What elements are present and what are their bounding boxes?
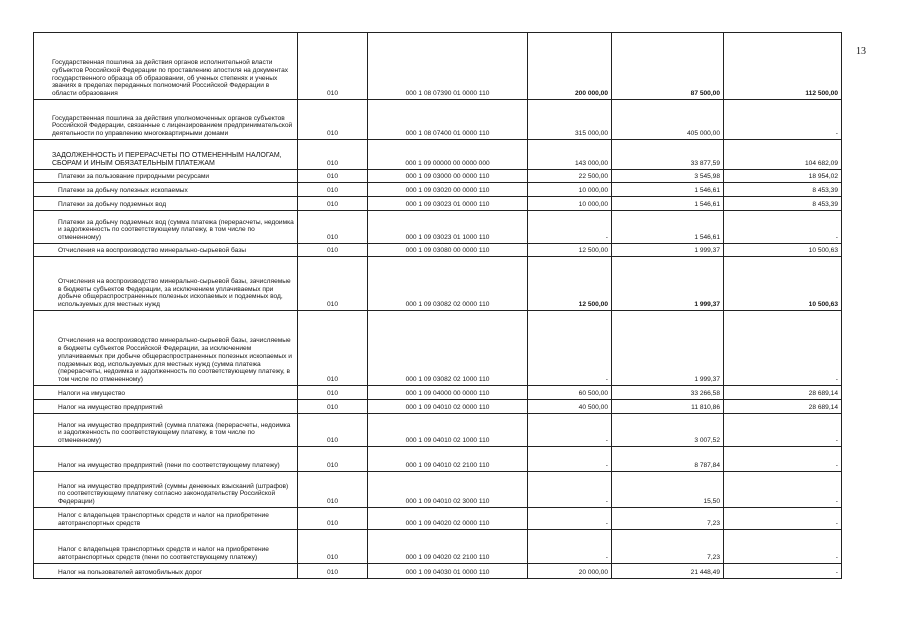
row-approved: 12 500,00	[528, 257, 612, 311]
row-name: Платежи за добычу полезных ископаемых	[34, 183, 298, 197]
table-row	[34, 508, 842, 530]
table-row	[34, 386, 842, 400]
row-executed: 87 500,00	[612, 33, 724, 100]
table-row	[34, 100, 842, 140]
row-line-code: 010	[298, 530, 368, 564]
row-approved: -	[528, 508, 612, 530]
table-row	[34, 33, 842, 100]
row-name: Налог с владельцев транспортных средств и налог на приобретение автотранспортных средств (пени по соответствующему платежу)	[34, 530, 298, 564]
row-executed: 7,23	[612, 508, 724, 530]
row-approved: -	[528, 472, 612, 508]
row-name: Налоги на имущество	[34, 386, 298, 400]
row-budget-code: 000 1 09 03082 02 1000 110	[368, 311, 528, 386]
row-approved: -	[528, 414, 612, 447]
table-row	[34, 197, 842, 211]
table-row	[34, 257, 842, 311]
row-budget-code: 000 1 09 04000 00 0000 110	[368, 386, 528, 400]
row-budget-code: 000 1 09 04030 01 0000 110	[368, 564, 528, 579]
row-budget-code: 000 1 09 03023 01 1000 110	[368, 211, 528, 244]
row-approved: 22 500,00	[528, 170, 612, 183]
row-name: Платежи за добычу подземных вод (сумма платежа (перерасчеты, недоимка и задолженность по соответствующему платежу, в том числе по отмененному)	[34, 211, 298, 244]
row-remaining: -	[724, 414, 842, 447]
row-budget-code: 000 1 09 04010 02 1000 110	[368, 414, 528, 447]
table-row	[34, 564, 842, 579]
row-line-code: 010	[298, 33, 368, 100]
row-name: Государственная пошлина за действия уполномоченных органов субъектов Российской Федерации, связанные с лицензированием предпринимательской деятельности по управлению многоквартирными домами	[34, 100, 298, 140]
row-budget-code: 000 1 09 04010 02 2100 110	[368, 447, 528, 472]
row-approved: 12 500,00	[528, 244, 612, 257]
table-row	[34, 311, 842, 386]
row-remaining: 28 689,14	[724, 400, 842, 414]
row-name: Налог с владельцев транспортных средств и налог на приобретение автотранспортных средств	[34, 508, 298, 530]
table-row	[34, 244, 842, 257]
row-budget-code: 000 1 09 03023 01 0000 110	[368, 197, 528, 211]
row-budget-code: 000 1 09 03000 00 0000 110	[368, 170, 528, 183]
row-budget-code: 000 1 09 03080 00 0000 110	[368, 244, 528, 257]
row-executed: 405 000,00	[612, 100, 724, 140]
table-row	[34, 530, 842, 564]
row-approved: 60 500,00	[528, 386, 612, 400]
row-approved: 10 000,00	[528, 197, 612, 211]
row-name: Налог на имущество предприятий (пени по соответствующему платежу)	[34, 447, 298, 472]
table-row	[34, 414, 842, 447]
row-remaining: -	[724, 447, 842, 472]
row-approved: 10 000,00	[528, 183, 612, 197]
row-line-code: 010	[298, 472, 368, 508]
row-remaining: -	[724, 311, 842, 386]
row-approved: 200 000,00	[528, 33, 612, 100]
row-line-code: 010	[298, 386, 368, 400]
row-executed: 1 546,61	[612, 211, 724, 244]
budget-report-table	[33, 32, 842, 579]
row-executed: 1 546,61	[612, 183, 724, 197]
row-executed: 1 999,37	[612, 311, 724, 386]
row-line-code: 010	[298, 400, 368, 414]
row-approved: -	[528, 447, 612, 472]
page-number: 13	[856, 46, 866, 57]
row-remaining: 10 500,63	[724, 257, 842, 311]
row-budget-code: 000 1 08 07390 01 0000 110	[368, 33, 528, 100]
row-approved: 20 000,00	[528, 564, 612, 579]
budget-report-table-container	[33, 32, 841, 579]
row-executed: 3 007,52	[612, 414, 724, 447]
row-line-code: 010	[298, 257, 368, 311]
row-budget-code: 000 1 09 03082 02 0000 110	[368, 257, 528, 311]
row-line-code: 010	[298, 447, 368, 472]
row-remaining: -	[724, 564, 842, 579]
row-remaining: 28 689,14	[724, 386, 842, 400]
row-approved: 40 500,00	[528, 400, 612, 414]
row-remaining: 112 500,00	[724, 33, 842, 100]
row-name: Налог на имущество предприятий (суммы денежных взысканий (штрафов) по соответствующему платежу согласно законодательству Российской Федерации)	[34, 472, 298, 508]
row-name: Отчисления на воспроизводство минерально-сырьевой базы, зачисляемые в бюджеты субъектов Федерации, за исключением уплачиваемых при добыче общераспространенных полезных ископаемых и подземных вод, используемых для местных нужд	[34, 257, 298, 311]
row-name: ЗАДОЛЖЕННОСТЬ И ПЕРЕРАСЧЕТЫ ПО ОТМЕНЕННЫМ НАЛОГАМ, СБОРАМ И ИНЫМ ОБЯЗАТЕЛЬНЫМ ПЛАТЕЖАМ	[34, 140, 298, 170]
row-executed: 8 787,84	[612, 447, 724, 472]
table-row	[34, 472, 842, 508]
row-executed: 7,23	[612, 530, 724, 564]
row-line-code: 010	[298, 183, 368, 197]
row-name: Государственная пошлина за действия органов исполнительной власти субъектов Российской Федерации по проставлению апостиля на документах государственного образца об образовании, об ученых степенях и ученых званиях в пределах переданных полномочий Российской Федерации в области образования	[34, 33, 298, 100]
row-remaining: 18 954,02	[724, 170, 842, 183]
table-row	[34, 140, 842, 170]
row-line-code: 010	[298, 414, 368, 447]
row-remaining: -	[724, 530, 842, 564]
row-executed: 3 545,98	[612, 170, 724, 183]
row-name: Отчисления на воспроизводство минерально-сырьевой базы, зачисляемые в бюджеты субъектов Российской Федерации, за исключением уплачиваемых при добыче общераспространенных полезных ископаемых и подземных вод, используемых для местных нужд (сумма платежа (перерасчеты, недоимка и задолженность по соответствующему платежу, в том числе по отмененному)	[34, 311, 298, 386]
row-line-code: 010	[298, 564, 368, 579]
row-executed: 33 266,58	[612, 386, 724, 400]
row-name: Платежи за пользование природными ресурсами	[34, 170, 298, 183]
table-row	[34, 400, 842, 414]
table-row	[34, 183, 842, 197]
table-row	[34, 447, 842, 472]
row-budget-code: 000 1 09 03020 00 0000 110	[368, 183, 528, 197]
row-approved: -	[528, 311, 612, 386]
row-budget-code: 000 1 08 07400 01 0000 110	[368, 100, 528, 140]
row-name: Платежи за добычу подземных вод	[34, 197, 298, 211]
row-approved: 315 000,00	[528, 100, 612, 140]
row-remaining: 8 453,39	[724, 183, 842, 197]
row-budget-code: 000 1 09 04020 02 2100 110	[368, 530, 528, 564]
row-line-code: 010	[298, 140, 368, 170]
row-name: Налог на имущество предприятий (сумма платежа (перерасчеты, недоимка и задолженность по соответствующему платежу, в том числе по отмененному)	[34, 414, 298, 447]
row-approved: -	[528, 211, 612, 244]
row-executed: 15,50	[612, 472, 724, 508]
row-budget-code: 000 1 09 04010 02 0000 110	[368, 400, 528, 414]
row-remaining: -	[724, 508, 842, 530]
row-approved: 143 000,00	[528, 140, 612, 170]
row-executed: 1 999,37	[612, 257, 724, 311]
row-line-code: 010	[298, 100, 368, 140]
row-name: Налог на имущество предприятий	[34, 400, 298, 414]
row-executed: 11 810,86	[612, 400, 724, 414]
row-budget-code: 000 1 09 00000 00 0000 000	[368, 140, 528, 170]
row-executed: 1 546,61	[612, 197, 724, 211]
row-remaining: -	[724, 100, 842, 140]
row-line-code: 010	[298, 244, 368, 257]
row-approved: -	[528, 530, 612, 564]
row-line-code: 010	[298, 211, 368, 244]
row-executed: 1 999,37	[612, 244, 724, 257]
row-remaining: 10 500,63	[724, 244, 842, 257]
table-row	[34, 211, 842, 244]
row-line-code: 010	[298, 311, 368, 386]
row-name: Отчисления на воспроизводство минерально-сырьевой базы	[34, 244, 298, 257]
row-remaining: -	[724, 211, 842, 244]
row-line-code: 010	[298, 170, 368, 183]
row-budget-code: 000 1 09 04010 02 3000 110	[368, 472, 528, 508]
row-remaining: 104 682,09	[724, 140, 842, 170]
row-remaining: 8 453,39	[724, 197, 842, 211]
table-row	[34, 170, 842, 183]
row-line-code: 010	[298, 508, 368, 530]
row-name: Налог на пользователей автомобильных дорог	[34, 564, 298, 579]
row-remaining: -	[724, 472, 842, 508]
row-executed: 21 448,49	[612, 564, 724, 579]
row-line-code: 010	[298, 197, 368, 211]
row-budget-code: 000 1 09 04020 02 0000 110	[368, 508, 528, 530]
row-executed: 33 877,59	[612, 140, 724, 170]
